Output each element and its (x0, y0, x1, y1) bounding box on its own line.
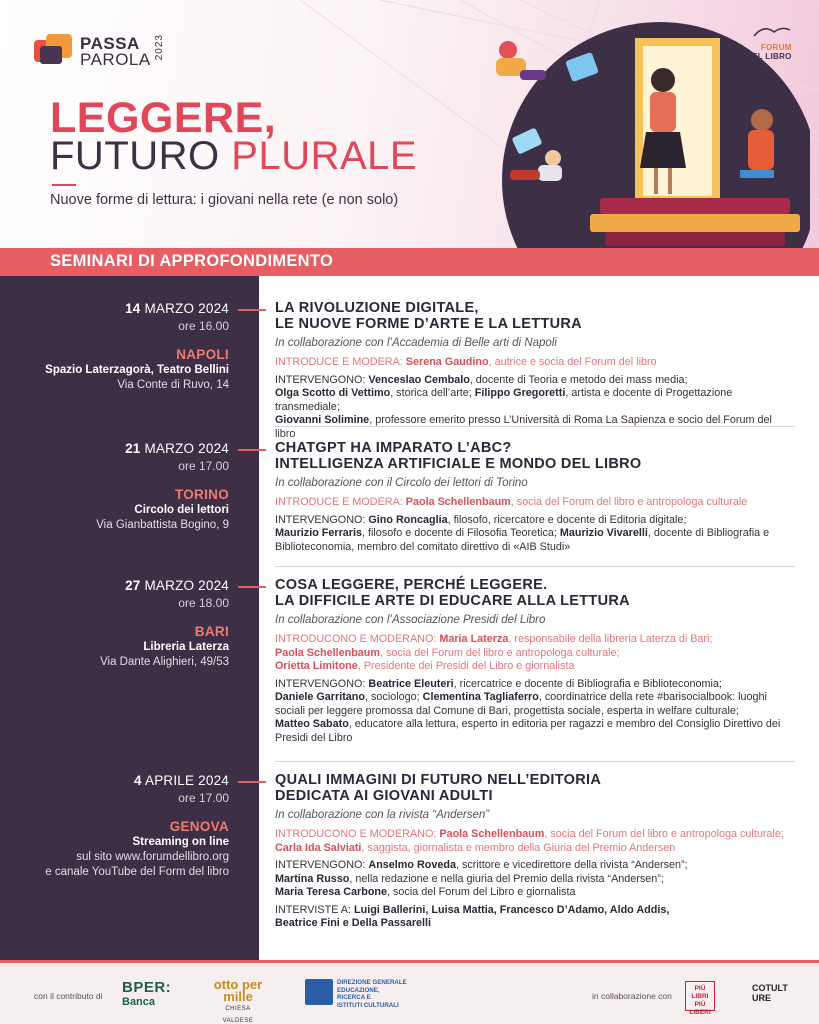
event-title-line1: CHATGPT HA IMPARATO L’ABC? (275, 440, 512, 456)
speaker-desc: , artista e docente di Progettazione transmediale; (275, 387, 733, 413)
event-venue: Libreria Laterza (143, 641, 229, 653)
int-label: INTERVENGONO: (275, 677, 369, 690)
event-title-line2: DEDICATA AI GIOVANI ADULTI (275, 788, 493, 804)
logo-line2: PAROLA (80, 50, 151, 69)
mod-name: Paola Schellenbaum (275, 646, 381, 659)
speaker-name: Gino Roncaglia (368, 513, 448, 526)
event-speakers (275, 374, 795, 442)
otto-line1: otto per mille (213, 977, 263, 1004)
event-moderator (275, 496, 795, 510)
interviews-line2: Beatrice Fini e Della Passarelli (275, 917, 432, 929)
title-dash (52, 184, 76, 186)
piu-libri-logo: PIÙ LIBRI PIÙ LIBERI (685, 981, 715, 1011)
event-interviews (275, 904, 795, 931)
mic-line3: RICERCA E (337, 994, 371, 1001)
event-venue: Streaming on line (132, 836, 229, 848)
event-time: ore 17.00 (178, 459, 229, 473)
event-collaboration: In collaborazione con l’Accademia di Belle arti di Napoli (275, 337, 557, 349)
event-connector-line (238, 781, 266, 783)
mic-logo (305, 979, 437, 1009)
event-speakers (275, 678, 795, 746)
mod-name: Serena Gaudino (405, 356, 489, 368)
mic-text (337, 979, 437, 1009)
title-line2-a: FUTURO (50, 134, 232, 178)
title-line2-b: PLURALE (231, 134, 418, 178)
speaker-desc: , docente di Bibliografia e Biblioteconomia, membro del comitato direttivo di «AIB Studi» (275, 527, 770, 553)
speaker-name: Beatrice Eleuteri (368, 677, 454, 690)
event-address-line1: sul sito www.forumdellibro.org (76, 851, 229, 863)
mod-name: Maria Laterza (439, 633, 509, 645)
speech-bubbles-icon (34, 34, 74, 70)
event-details (275, 772, 795, 931)
speaker-desc: , filosofo e docente di Filosofia Teoretica; (362, 527, 560, 539)
event-moderators (275, 633, 795, 674)
event-month-year: MARZO 2024 (144, 578, 229, 593)
speaker-name: Venceslao Cembalo (368, 373, 470, 386)
bper-line1: BPER: (122, 979, 172, 996)
speaker-name: Daniele Garritano (275, 691, 366, 703)
event-title-line2: LA DIFFICILE ARTE DI EDUCARE ALLA LETTURA (275, 593, 630, 609)
speaker-desc: , filosofo, ricercatore e docente di Editoria digitale; (447, 513, 687, 526)
mod-label: INTRODUCE E MODERA: (275, 356, 406, 368)
passaparola-logo (34, 34, 151, 70)
event-info (0, 300, 229, 393)
mod-desc: , autrice e socia del Forum del libro (488, 356, 657, 368)
event-month-year: MARZO 2024 (144, 301, 229, 316)
event-title-line2: INTELLIGENZA ARTIFICIALE E MONDO DEL LIBRO (275, 456, 642, 472)
speaker-name: Olga Scotto di Vettimo (275, 387, 391, 399)
event-time: ore 18.00 (178, 596, 229, 610)
book-swoosh-icon (752, 24, 792, 38)
bper-logo (122, 981, 171, 1009)
otto-per-mille-logo (210, 979, 266, 1024)
interviews-label: INTERVISTE A: (275, 903, 354, 916)
int-label: INTERVENGONO: (275, 859, 369, 871)
event-city: GENOVA (169, 819, 229, 834)
mod-desc: , Presidente dei Presidi del Libro e giornalista (357, 660, 575, 672)
subtitle: Nuove forme di lettura: i giovani nella rete (e non solo) (50, 192, 399, 208)
mod-desc: , responsabile della libreria Laterza di Bari; (508, 633, 713, 645)
event-connector-line (238, 586, 266, 588)
forum-logo-line1: FORUM (760, 43, 792, 52)
event-city: TORINO (174, 487, 229, 502)
speaker-name: Anselmo Roveda (368, 859, 456, 871)
event-address: Via Gianbattista Bogino, 9 (96, 519, 229, 531)
event-time: ore 16.00 (178, 319, 229, 333)
title-line2 (50, 134, 417, 178)
event-day: 21 (125, 441, 141, 456)
event-collaboration: In collaborazione con la rivista “Andersen” (275, 809, 490, 821)
interviews-line1: Luigi Ballerini, Luisa Mattia, Francesco D’Adamo, Aldo Addis, (354, 903, 670, 916)
event-title (275, 440, 795, 472)
event-title (275, 772, 795, 804)
event-title (275, 577, 795, 609)
event-separator (275, 566, 795, 567)
mod-desc: , socia del Forum del libro e antropologa culturale; (544, 828, 784, 840)
event-details (275, 577, 795, 745)
mod-label: INTRODUCONO E MODERANO: (275, 633, 440, 645)
speaker-name: Matteo Sabato (275, 718, 349, 730)
event-connector-line (238, 309, 266, 311)
speaker-desc: , docente di Teoria e metodo dei mass media; (469, 373, 688, 386)
event-title (275, 300, 795, 332)
forum-logo-line2: DEL LIBRO (746, 52, 792, 61)
event-address: Via Conte di Ruvo, 14 (117, 379, 229, 391)
speaker-desc: , professore emerito presso L’Università di Roma La Sapienza e socio del Forum del libro (275, 414, 772, 440)
mod-name: Paola Schellenbaum (439, 828, 545, 840)
event-info (0, 440, 229, 533)
section-banner (0, 248, 819, 276)
event-day: 27 (125, 578, 141, 593)
otto-line2: CHIESA VALDESE (222, 1006, 254, 1024)
speaker-desc: , educatore alla lettura, esperto in editoria per ragazzi e membro del Consiglio Direttivo dei Presidi del Libro (275, 718, 781, 744)
event-moderators (275, 828, 795, 855)
mod-desc: , saggista, giornalista e membro della Giuria del Premio Andersen (361, 841, 676, 854)
event-date (0, 772, 229, 789)
poster-header (0, 0, 819, 248)
event-collaboration: In collaborazione con l’Associazione Presidi del Libro (275, 614, 546, 626)
event-connector-line (238, 449, 266, 451)
event-info (0, 577, 229, 670)
event-title-line1: QUALI IMMAGINI DI FUTURO NELL’EDITORIA (275, 772, 602, 788)
speaker-name: Giovanni Solimine (275, 414, 370, 426)
event-date (0, 577, 229, 594)
event-day: 14 (125, 301, 141, 316)
bper-line2: Banca (122, 996, 156, 1008)
event-speakers (275, 514, 795, 555)
event-separator (275, 761, 795, 762)
speaker-desc: , nella redazione e nella giuria del Premio della rivista “Andersen”; (349, 872, 664, 885)
mod-desc: , socia del Forum del libro e antropologa culturale (510, 496, 748, 508)
event-details (275, 300, 795, 441)
mod-name: Paola Schellenbaum (405, 496, 511, 508)
mod-desc: , socia del Forum del libro e antropologa culturale; (380, 646, 620, 659)
mic-line2: EDUCAZIONE, (337, 986, 380, 994)
event-moderator (275, 356, 795, 370)
speaker-name: Clementina Tagliaferro (422, 691, 539, 703)
mod-label: INTRODUCE E MODERA: (275, 496, 406, 508)
event-details (275, 440, 795, 554)
speaker-desc: , socia del Forum del Libro e giornalista (387, 886, 576, 898)
forum-del-libro-logo (746, 24, 792, 61)
speaker-name: Maurizio Vivarelli (559, 527, 648, 539)
speaker-desc: , coordinatrice della rete #barisocialbook: luoghi sociali per leggere promossa dal Comune di Bari, progettista sociale, esperta in welfare culturale; (275, 691, 767, 717)
contrib-label: con il contributo di (34, 991, 103, 1001)
speaker-name: Maria Teresa Carbone (275, 886, 388, 898)
event-month-year: MARZO 2024 (144, 441, 229, 456)
event-month-year: APRILE 2024 (144, 773, 229, 788)
sponsor-footer (0, 960, 819, 1024)
speaker-desc: , sociologo; (365, 691, 423, 703)
event-separator (275, 426, 795, 427)
title-line1: LEGGERE, (50, 94, 277, 142)
mod-label: INTRODUCONO E MODERANO: (275, 828, 440, 840)
logo-year: 2023 (154, 34, 165, 61)
event-speakers (275, 859, 795, 900)
collab-label: in collaborazione con (592, 991, 672, 1001)
mic-line4: ISTITUTI CULTURALI (337, 1001, 399, 1009)
event-info (0, 772, 229, 880)
speaker-name: Maurizio Ferraris (275, 527, 363, 539)
cotulture-logo: COTULT URE (752, 983, 788, 1003)
speaker-name: Martina Russo (275, 872, 350, 885)
int-label: INTERVENGONO: (275, 373, 369, 386)
logo-line1: PASSA (80, 34, 140, 53)
event-title-line2: LE NUOVE FORME D’ARTE E LA LETTURA (275, 316, 582, 332)
event-address-line2: e canale YouTube del Form del libro (45, 866, 229, 878)
event-time: ore 17.00 (178, 791, 229, 805)
event-title-line1: COSA LEGGERE, PERCHÉ LEGGERE. (275, 577, 548, 593)
mod-name: Orietta Limitone (275, 660, 358, 672)
event-title-line1: LA RIVOLUZIONE DIGITALE, (275, 300, 479, 316)
event-date (0, 300, 229, 317)
event-venue: Spazio Laterzagorà, Teatro Bellini (45, 364, 229, 376)
int-label: INTERVENGONO: (275, 513, 369, 526)
event-day: 4 (134, 773, 142, 788)
mic-line1: DIREZIONE GENERALE (337, 979, 407, 986)
speaker-desc: , scrittore e vicedirettore della rivista “Andersen”; (456, 859, 688, 871)
event-collaboration: In collaborazione con il Circolo dei lettori di Torino (275, 477, 528, 489)
speaker-desc: , ricercatrice e docente di Bibliografia e Biblioteconomia; (453, 677, 722, 690)
event-city: NAPOLI (176, 347, 229, 362)
event-date (0, 440, 229, 457)
speaker-name: Filippo Gregoretti (474, 387, 566, 399)
event-address: Via Dante Alighieri, 49/53 (100, 656, 229, 668)
banner-title: SEMINARI DI APPROFONDIMENTO (50, 252, 334, 270)
speaker-desc: , storica dell’arte; (390, 387, 475, 399)
mod-name: Carla Ida Salviati (275, 841, 362, 854)
mic-emblem-icon (305, 979, 333, 1005)
event-venue: Circolo dei lettori (134, 504, 229, 516)
event-city: BARI (194, 624, 229, 639)
